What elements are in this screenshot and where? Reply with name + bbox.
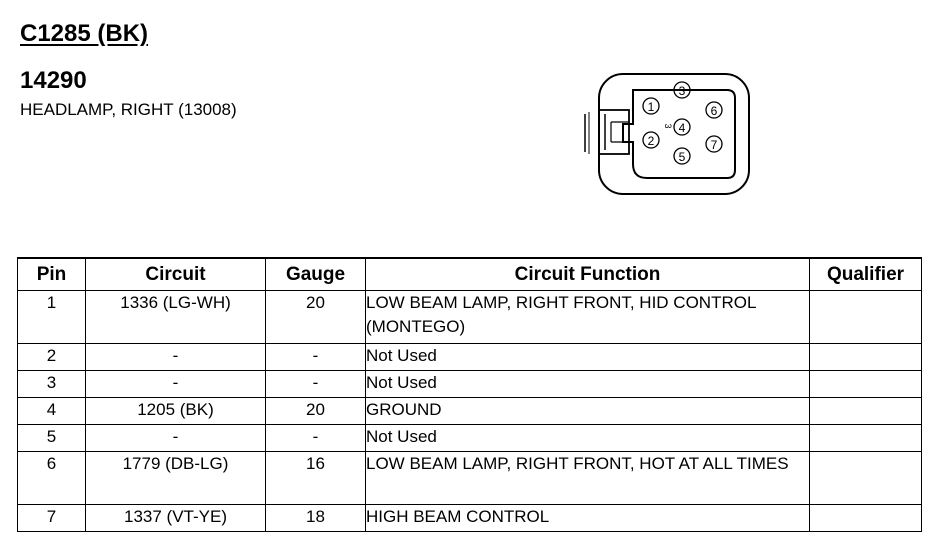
table-row — [18, 505, 922, 532]
pin-cell: 3 — [18, 371, 86, 398]
connector-face-diagram — [575, 62, 755, 202]
table-row — [18, 398, 922, 425]
circuit-cell: 1336 (LG-WH) — [86, 291, 266, 344]
function-cell: Not Used — [366, 344, 810, 371]
function-cell: LOW BEAM LAMP, RIGHT FRONT, HID CONTROL (MONTEGO) — [366, 291, 810, 344]
circuit-cell: 1205 (BK) — [86, 398, 266, 425]
circuit-cell: - — [86, 425, 266, 452]
pin-6 — [706, 102, 722, 118]
circuit-cell: 1779 (DB-LG) — [86, 452, 266, 505]
table-row — [18, 344, 922, 371]
gauge-cell: 18 — [266, 505, 366, 532]
pin-cell: 4 — [18, 398, 86, 425]
function-cell: LOW BEAM LAMP, RIGHT FRONT, HOT AT ALL TIMES — [366, 452, 810, 505]
pin-4 — [674, 119, 690, 135]
gauge-cell: - — [266, 344, 366, 371]
svg-text:4: 4 — [678, 121, 686, 135]
qualifier-cell — [810, 291, 922, 344]
function-cell: GROUND — [366, 398, 810, 425]
gauge-cell: 20 — [266, 398, 366, 425]
col-header-gauge: Gauge — [266, 258, 366, 291]
pin-table — [17, 257, 922, 532]
qualifier-cell — [810, 398, 922, 425]
table-row — [18, 425, 922, 452]
qualifier-cell — [810, 425, 922, 452]
qualifier-cell — [810, 371, 922, 398]
pin-cell: 6 — [18, 452, 86, 505]
pin-cell: 1 — [18, 291, 86, 344]
function-cell: Not Used — [366, 425, 810, 452]
col-header-function: Circuit Function — [366, 258, 810, 291]
svg-text:7: 7 — [710, 138, 718, 152]
key-mark: 3 — [663, 123, 673, 129]
table-header-row — [18, 258, 922, 291]
svg-text:3: 3 — [678, 84, 686, 98]
connector-latch — [599, 110, 629, 154]
pin-2 — [643, 132, 659, 148]
svg-text:6: 6 — [710, 104, 718, 118]
component-name: HEADLAMP, RIGHT (13008) — [20, 100, 237, 119]
function-cell: Not Used — [366, 371, 810, 398]
gauge-cell: - — [266, 371, 366, 398]
col-header-circuit: Circuit — [86, 258, 266, 291]
gauge-cell: 20 — [266, 291, 366, 344]
pin-cell: 7 — [18, 505, 86, 532]
col-header-pin: Pin — [18, 258, 86, 291]
table-row — [18, 291, 922, 344]
pin-5 — [674, 148, 690, 164]
table-row — [18, 452, 922, 505]
table-row — [18, 371, 922, 398]
connector-id: C1285 (BK) — [20, 20, 149, 47]
gauge-cell: 16 — [266, 452, 366, 505]
circuit-cell: - — [86, 344, 266, 371]
pin-1 — [643, 98, 659, 114]
qualifier-cell — [810, 344, 922, 371]
svg-text:5: 5 — [678, 150, 686, 164]
svg-text:2: 2 — [647, 134, 655, 148]
function-cell: HIGH BEAM CONTROL — [366, 505, 810, 532]
qualifier-cell — [810, 505, 922, 532]
pin-7 — [706, 136, 722, 152]
col-header-qualifier: Qualifier — [810, 258, 922, 291]
circuit-cell: - — [86, 371, 266, 398]
qualifier-cell — [810, 452, 922, 505]
gauge-cell: - — [266, 425, 366, 452]
circuit-cell: 1337 (VT-YE) — [86, 505, 266, 532]
svg-text:1: 1 — [647, 100, 655, 114]
part-number: 14290 — [20, 67, 87, 94]
pin-cell: 5 — [18, 425, 86, 452]
pin-cell: 2 — [18, 344, 86, 371]
